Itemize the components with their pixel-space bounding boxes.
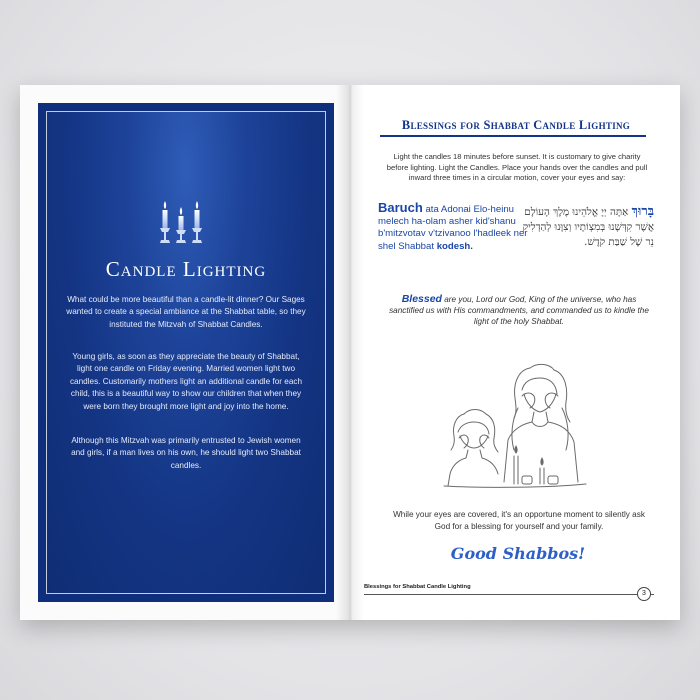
woman-and-girl-covering-eyes-illustration — [418, 350, 608, 500]
hebrew-first-word: בָּרוּךְ — [631, 204, 654, 219]
left-page-title: Candle Lighting — [105, 257, 267, 281]
translation-text: are you, Lord our God, King of the universe, who has sanctified us with His commandments, and commanded us to kindle the light of the holy Shabbat. — [389, 295, 649, 326]
left-paragraph-3: Although this Mitzvah was primarily entrusted to Jewish women and girls, if a man lives on his own, he should light two Shabbat candles. — [71, 436, 301, 470]
transliteration-text: ata Adonai Elo-heinu melech ha-olam asher kid'shanu b'mitzvotav v'tzivanoo l'hadleek ner shel Shabbat — [378, 204, 528, 252]
closing-text: While your eyes are covered, it's an opportune moment to silently ask God for a blessing for yourself and your family. — [393, 510, 645, 531]
transliteration-block — [378, 202, 528, 253]
hebrew-blessing — [518, 204, 654, 250]
right-page — [350, 85, 680, 620]
title-underline — [380, 135, 646, 137]
transliteration-last-word: kodesh. — [436, 240, 473, 252]
right-page-title: Blessings for Shabbat Candle Lighting — [401, 118, 631, 132]
hebrew-text: אַתָּה יְיָ אֱלֹהֵינוּ מֶלֶךְ הָעוֹלָם אֲשֶׁר קִדְּשָׁנוּ בְּמִצְוֹתָיו וְצִוָּנוּ לְהַדְלִיק נֵר שֶׁל שַׁבַּת קֹדֶשׁ. — [522, 206, 654, 248]
page-number-badge: 3 — [637, 587, 651, 601]
instructions-text: Light the candles 18 minutes before sunset. It is customary to give charity before lighting. Light the Candles. Place your hands over the candles and pull inward three times in a circular motion, cover your eyes and say: — [386, 152, 648, 183]
transliteration-first-word: Baruch — [378, 200, 423, 215]
left-page — [20, 85, 350, 620]
left-paragraph-2: Young girls, as soon as they appreciate the beauty of Shabbat, light one candle on Friday evening. Married women light two candles. Customarily mothers light an additional candle for each child, this is a beautiful way to show our children that when they were born they brought more light and joy into the home. — [69, 352, 303, 411]
english-translation — [384, 294, 654, 327]
open-booklet — [20, 85, 680, 620]
good-shabbos-text: Good Shabbos! — [450, 544, 586, 563]
left-paragraph-1: What could be more beautiful than a candle-lit dinner? Our Sages wanted to create a special ambiance at the Shabbat table, so they instituted the Mitzvah of Shabbat Candles. — [66, 295, 306, 329]
footer-title: Blessings for Shabbat Candle Lighting — [364, 584, 471, 590]
candelabra-icon — [153, 193, 209, 249]
translation-blessed-word: Blessed — [401, 293, 442, 305]
footer-rule — [364, 594, 654, 595]
